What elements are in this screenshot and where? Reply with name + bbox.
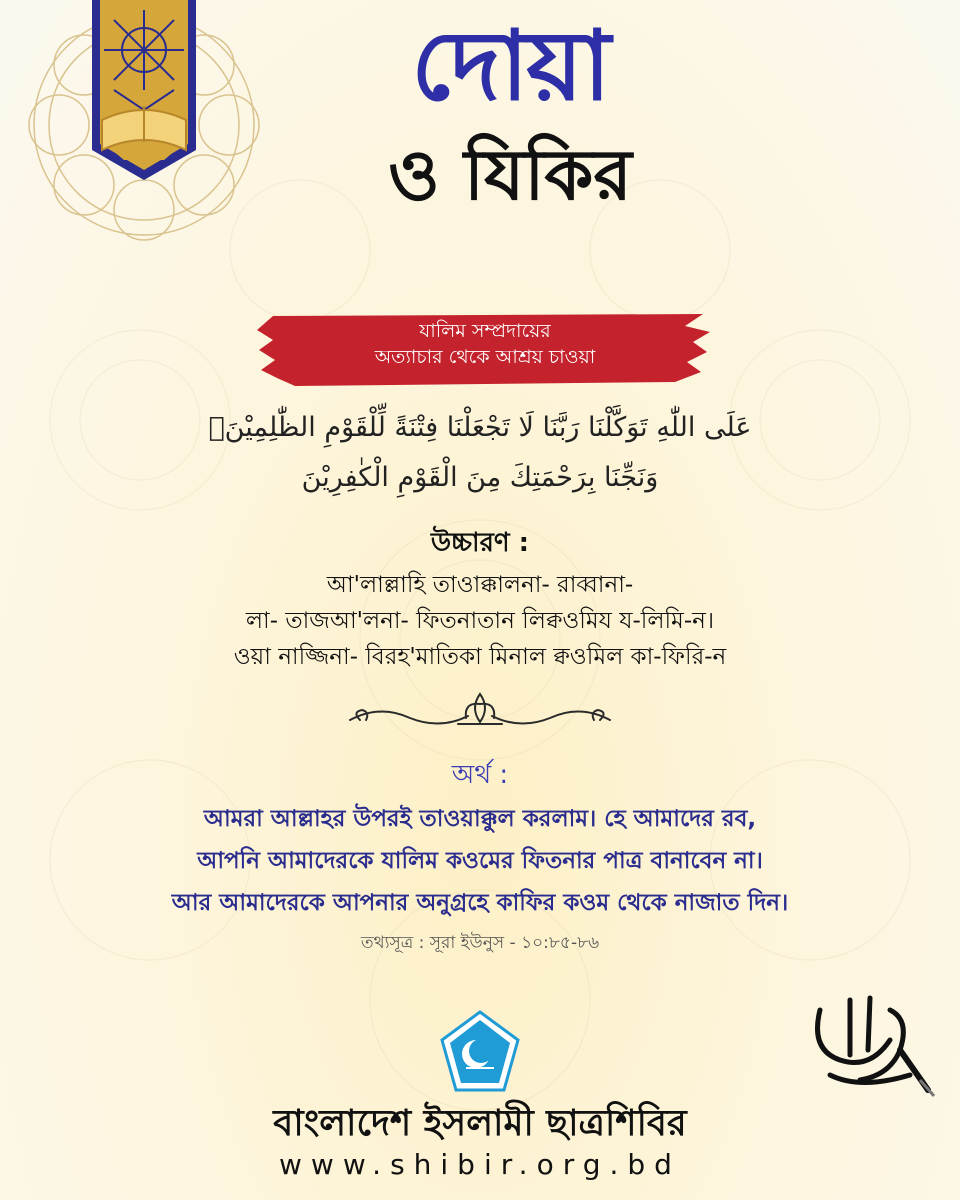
title-sub: ও যিকির (388, 134, 632, 216)
banner-line-1: যালিম সম্প্রদায়ের (419, 320, 551, 342)
ornamental-divider-icon (340, 690, 620, 738)
arabic-line-1: عَلَى اللّٰهِ تَوَكَّلْنَا رَبَّنَا لَا تَجْعَلْنَا فِتْنَةً لِّلْقَوْمِ الظّٰلِمِيْنَۙ (208, 412, 752, 443)
shibir-logo-icon (440, 1010, 520, 1094)
pronunciation-line-1: আ'লাল্লাহি তাওাক্কালনা- রাব্বানা- (326, 572, 634, 598)
meaning-line-2: আপনি আমাদেরকে যালিম কওমের ফিতনার পাত্র বানাবেন না। (197, 848, 763, 874)
meaning-line-1: আমরা আল্লাহর উপরই তাওয়াক্কুল করলাম। হে আমাদের রব, (203, 806, 757, 832)
pronunciation-heading: উচ্চারণ : (430, 528, 530, 558)
quran-emblem-icon (24, 0, 264, 250)
banner-text (255, 318, 715, 370)
pronunciation-line-2: লা- তাজআ'লনা- ফিতনাতান লিক্বওমিয য-লিমি-ন। (245, 608, 715, 634)
title-main: দোয়া (411, 10, 609, 122)
website-url[interactable]: www.shibir.org.bd (279, 1148, 681, 1181)
meaning-line-3: আর আমাদেরকে আপনার অনুগ্রহে কাফির কওম থেকে নাজাত দিন। (171, 890, 789, 916)
calligraphy-icon (790, 980, 940, 1100)
banner-line-2: অত্যাচার থেকে আশ্রয় চাওয়া (374, 346, 596, 368)
organization-name: বাংলাদেশ ইসলামী ছাত্রশিবির (273, 1103, 687, 1144)
pronunciation-line-3: ওয়া নাজ্জিনা- বিরহ'মাতিকা মিনাল ক্বওমিল কা-ফিরি-ন (233, 644, 727, 670)
arabic-line-2: وَنَجِّنَا بِرَحْمَتِكَ مِنَ الْقَوْمِ الْكٰفِرِيْنَ (301, 462, 659, 493)
source-reference: তথ্যসূত্র : সূরা ইউনুস - ১০:৮৫-৮৬ (360, 933, 600, 953)
meaning-heading: অর্থ : (451, 760, 509, 790)
